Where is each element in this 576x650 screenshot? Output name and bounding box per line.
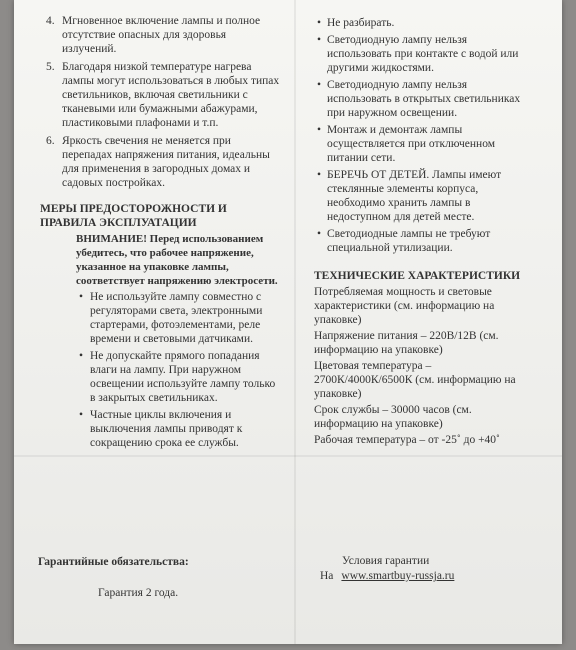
list-item: • БЕРЕЧЬ ОТ ДЕТЕЙ. Лампы имеют стеклянные элементы корпуса, необходимо хранить лампы в недоступном для детей месте. [314,168,529,224]
warranty-period: Гарантия 2 года. [98,587,179,599]
list-item: • Не используйте лампу совместно с регуляторами света, электронными стартерами, фотоэлементами, реле времени и световыми датчиками. [76,290,280,346]
fold-line-vertical [294,0,296,644]
conditions-url-link[interactable]: www.smartbuy-russja.ru [341,570,455,582]
tech-line: Цветовая температура – 2700К/4000К/6500К (см. информацию на упаковке) [314,360,516,400]
feature-item: 5. Благодаря низкой температуре нагрева лампы могут использоваться в любых типах светильников, включая светильники с тканевыми или бумажными абажурами, пластиковыми плафонами и т.п. [46,61,280,129]
warranty-heading: Гарантийные обязательства: [38,556,189,568]
attention-note: ВНИМАНИЕ! Перед использованием убедитесь, что рабочее напряжение, указанное на упаковке лампы, соответствует напряжению электросети. [76,233,278,287]
instruction-sheet [14,0,562,644]
list-item: • Монтаж и демонтаж лампы осуществляется при отключенном питании сети. [314,123,529,165]
list-item: • Светодиодные лампы не требуют специальной утилизации. [314,227,529,255]
conditions-prefix: На [320,570,334,582]
tech-line: Напряжение питания – 220В/12В (см. информацию на упаковке) [314,330,499,356]
warranty-conditions-line [320,570,454,582]
feature-item: 4. Мгновенное включение лампы и полное отсутствие опасных для здоровья излучений. [46,15,261,55]
tech-line: Срок службы – 30000 часов (см. информацию на упаковке) [314,404,472,430]
list-item: • Не допускайте прямого попадания влаги на лампу. При наружном освещении используйте лампу только в закрытых светильниках. [76,349,280,405]
tech-line: Рабочая температура – от -25˚ до +40˚ [314,434,500,446]
fold-line-horizontal [14,455,562,457]
safety-heading: МЕРЫ ПРЕДОСТОРОЖНОСТИ И ПРАВИЛА ЭКСПЛУАТАЦИИ [40,203,227,229]
features-list [40,14,280,190]
tech-heading: ТЕХНИЧЕСКИЕ ХАРАКТЕРИСТИКИ [314,270,521,282]
right-column [314,14,529,449]
list-item: • Частные циклы включения и выключения лампы приводят к сокращению срока ее службы. [76,408,280,450]
left-column [40,14,280,453]
tech-line: Потребляемая мощность и световые характеристики (см. информацию на упаковке) [314,286,495,326]
tech-section [314,269,529,447]
safety-list-right [314,16,529,255]
list-item: • Светодиодную лампу нельзя использовать в открытых светильниках при наружном освещении. [314,78,529,120]
warranty-conditions-title: Условия гарантии [342,555,430,567]
feature-item: 6. Яркость свечения не меняется при перепадах напряжения питания, идеальны для применения в загородных домах и садовых постройках. [46,135,270,189]
list-item: • Светодиодную лампу нельзя использовать при контакте с водой или другими жидкостями. [314,33,529,75]
safety-list-left [76,290,280,450]
list-item: • Не разбирать. [314,16,529,30]
